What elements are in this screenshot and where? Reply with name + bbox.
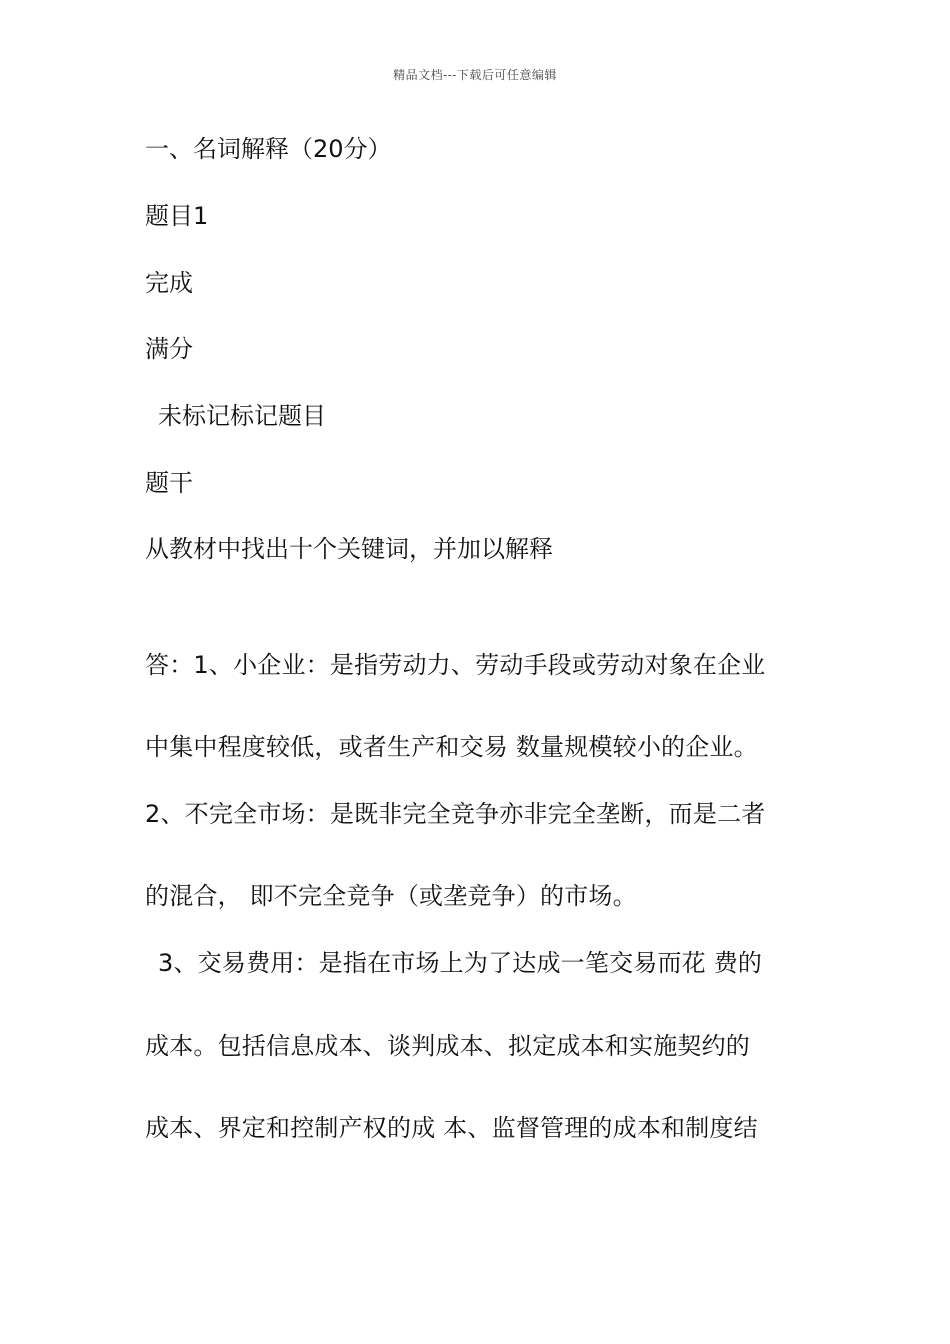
question-status: 完成 xyxy=(145,269,193,297)
answer-line: 3、交易费用：是指在市场上为了达成一笔交易而花 费的 xyxy=(158,949,763,977)
answer-line: 2、不完全市场：是既非完全竞争亦非完全垄断，而是二者 xyxy=(145,800,766,828)
answer-line: 中集中程度较低，或者生产和交易 数量规模较小的企业。 xyxy=(145,733,758,761)
answer-line: 答：1、小企业：是指劳动力、劳动手段或劳动对象在企业 xyxy=(145,651,766,679)
answer-line: 成本、界定和控制产权的成 本、监督管理的成本和制度结 xyxy=(145,1114,758,1142)
question-prompt: 从教材中找出十个关键词，并加以解释 xyxy=(145,535,553,563)
flag-question-text: 未标记标记题目 xyxy=(158,402,326,430)
answer-line: 成本。包括信息成本、谈判成本、拟定成本和实施契约的 xyxy=(145,1032,750,1060)
question-score: 满分 xyxy=(145,335,193,363)
question-stem-label: 题干 xyxy=(145,469,193,497)
question-label: 题目1 xyxy=(145,202,209,230)
answer-line: 的混合， 即不完全竞争（或垄竞争）的市场。 xyxy=(145,882,637,910)
header-note: 精品文档---下载后可任意编辑 xyxy=(393,68,557,82)
section-title: 一、名词解释（20分） xyxy=(145,135,392,163)
